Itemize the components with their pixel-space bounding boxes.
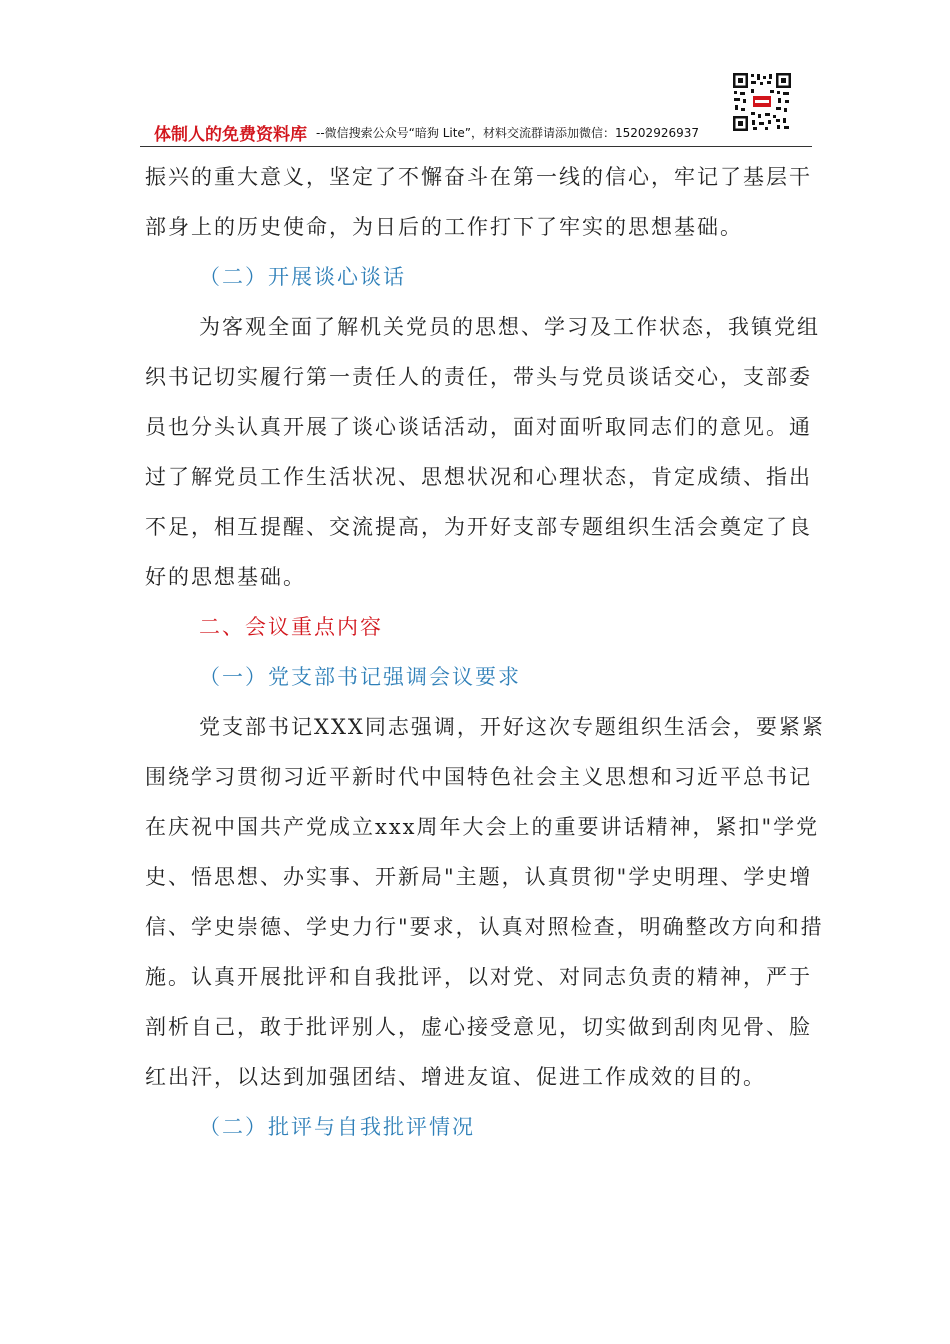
paragraph-line: 部身上的历史使命，为日后的工作打下了牢实的思想基础。 [145, 215, 743, 239]
paragraph-line: 为客观全面了解机关党员的思想、学习及工作状态，我镇党组 [199, 315, 820, 339]
paragraph-line: 党支部书记XXX同志强调，开好这次专题组织生活会，要紧紧 [199, 715, 825, 739]
brand-title: 体制人的免费资料库 [154, 125, 307, 145]
paragraph-line: 信、学史崇德、学史力行"要求，认真对照检查，明确整改方向和措 [145, 915, 824, 939]
section-heading: （二）批评与自我批评情况 [199, 1115, 475, 1139]
brand-slogan: --微信搜索公众号“暗狗 Lite”，材料交流群请添加微信：15202926937 [316, 126, 699, 140]
paragraph-line: 在庆祝中国共产党成立xxx周年大会上的重要讲话精神，紧扣"学党 [145, 815, 820, 839]
section-heading: （一）党支部书记强调会议要求 [199, 665, 521, 689]
section-heading: （二）开展谈心谈话 [199, 265, 406, 289]
paragraph-line: 振兴的重大意义，坚定了不懈奋斗在第一线的信心，牢记了基层干 [145, 165, 812, 189]
paragraph-line: 围绕学习贯彻习近平新时代中国特色社会主义思想和习近平总书记 [145, 765, 812, 789]
paragraph-line: 剖析自己，敢于批评别人，虚心接受意见，切实做到刮肉见骨、脸 [145, 1015, 812, 1039]
document-body [145, 152, 825, 1152]
paragraph-line: 史、悟思想、办实事、开新局"主题，认真贯彻"学史明理、学史增 [145, 865, 813, 889]
paragraph-line: 施。认真开展批评和自我批评，以对党、对同志负责的精神，严于 [145, 965, 812, 989]
paragraph-line: 好的思想基础。 [145, 565, 306, 589]
chapter-heading: 二、会议重点内容 [199, 615, 383, 639]
page-header [140, 70, 812, 147]
paragraph-line: 过了解党员工作生活状况、思想状况和心理状态，肯定成绩、指出 [145, 465, 812, 489]
paragraph-line: 不足，相互提醒、交流提高，为开好支部专题组织生活会奠定了良 [145, 515, 812, 539]
qr-code-icon [732, 72, 792, 132]
paragraph-line: 红出汗，以达到加强团结、增进友谊、促进工作成效的目的。 [145, 1065, 766, 1089]
paragraph-line: 员也分头认真开展了谈心谈话活动，面对面听取同志们的意见。通 [145, 415, 812, 439]
paragraph-line: 织书记切实履行第一责任人的责任，带头与党员谈话交心，支部委 [145, 365, 812, 389]
